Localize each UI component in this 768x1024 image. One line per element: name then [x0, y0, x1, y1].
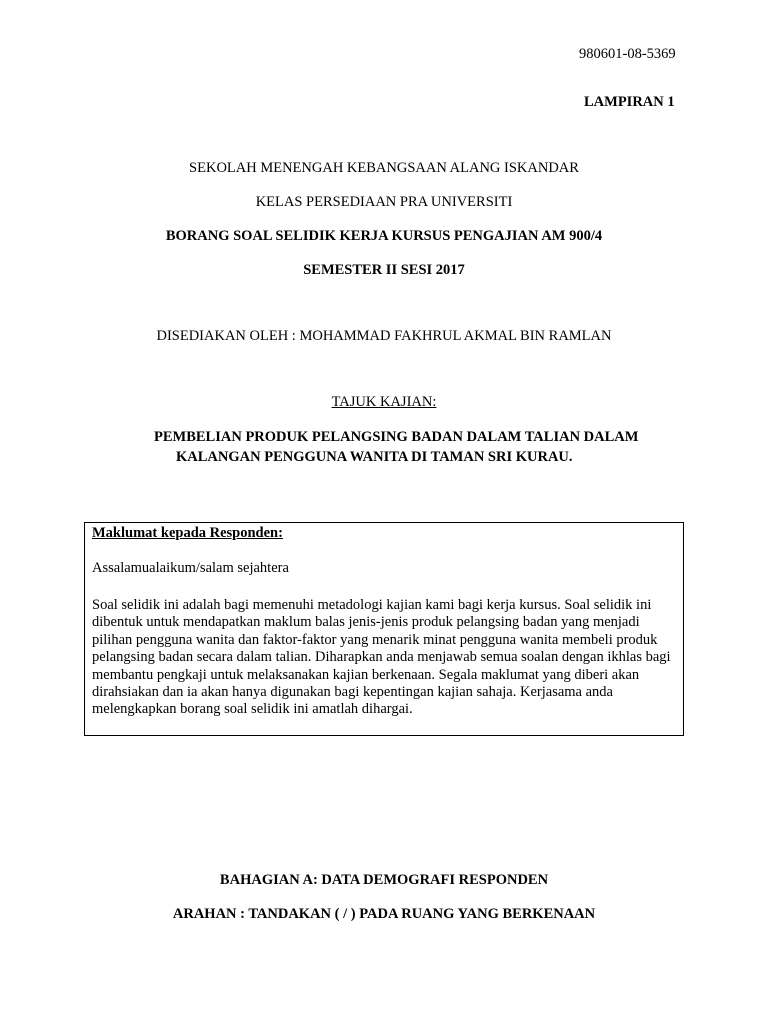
info-box-body: Soal selidik ini adalah bagi memenuhi metadologi kajian kami bagi kerja kursus. Soal selidik ini dibentuk untuk mendapatkan maklum balas jenis-jenis produk pelangsing badan yang menjadi pilihan pengguna wanita dan faktor-faktor yang menarik minat pengguna wanita membeli produk pelangsing badan secara dalam talian. Diharapkan anda menjawab semua soalan dengan ikhlas bagi membantu pengkaji untuk melaksanakan kajian berkenaan. Segala maklumat yang diberi akan dirahsiakan dan ia akan hanya digunakan bagi kepentingan kajian sahaja. Kerjasama anda melengkapkan borang soal selidik ini amatlah dihargai.: [92, 597, 671, 718]
study-title-line2: KALANGAN PENGGUNA WANITA DI TAMAN SRI KURAU.: [176, 449, 573, 465]
appendix-label: LAMPIRAN 1: [584, 94, 675, 110]
form-title: BORANG SOAL SELIDIK KERJA KURSUS PENGAJIAN AM 900/4: [165, 228, 603, 244]
prepared-by: DISEDIAKAN OLEH : MOHAMMAD FAKHRUL AKMAL BIN RAMLAN: [156, 328, 612, 344]
study-heading: TAJUK KAJIAN:: [331, 394, 437, 410]
study-title-line1: PEMBELIAN PRODUK PELANGSING BADAN DALAM TALIAN DALAM: [154, 429, 639, 445]
reference-number: 980601-08-5369: [579, 46, 676, 62]
school-name: SEKOLAH MENENGAH KEBANGSAAN ALANG ISKANDAR: [189, 160, 579, 176]
respondent-info-box: [84, 522, 684, 736]
semester-label: SEMESTER II SESI 2017: [303, 262, 465, 278]
info-box-title: Maklumat kepada Responden:: [92, 525, 283, 541]
info-box-greeting: Assalamualaikum/salam sejahtera: [92, 560, 289, 576]
section-a-instruction: ARAHAN : TANDAKAN ( / ) PADA RUANG YANG BERKENAAN: [172, 906, 596, 922]
section-a-heading: BAHAGIAN A: DATA DEMOGRAFI RESPONDEN: [219, 872, 549, 888]
class-name: KELAS PERSEDIAAN PRA UNIVERSITI: [255, 194, 513, 210]
